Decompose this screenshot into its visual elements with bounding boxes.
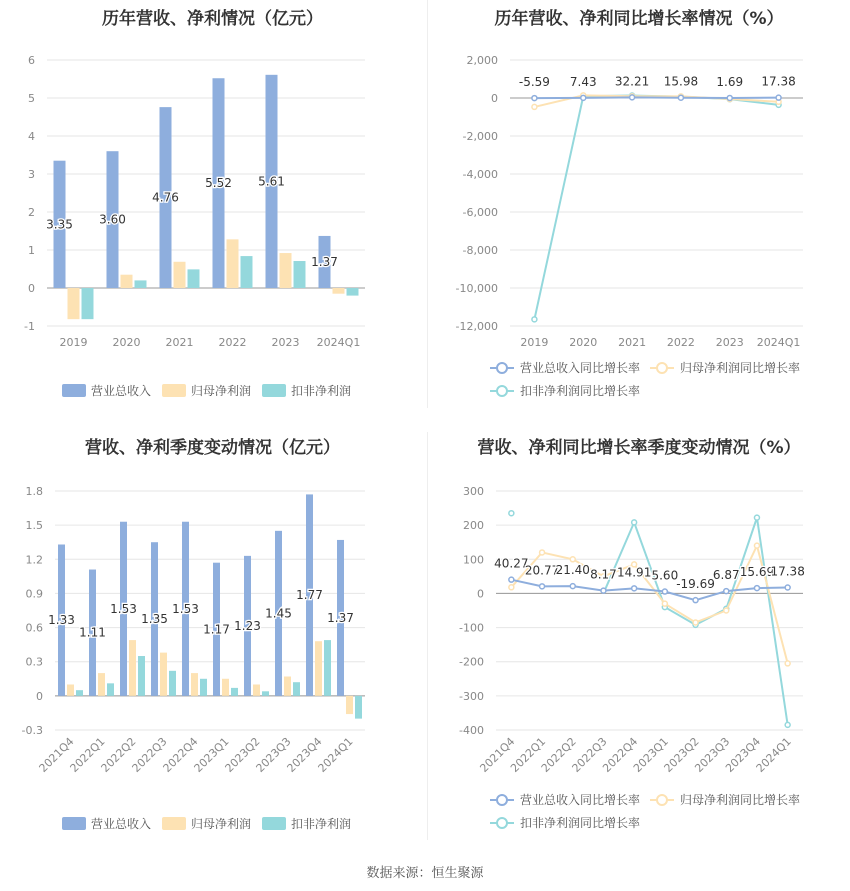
y-tick-label: 1 xyxy=(28,244,35,257)
data-label: -19.69 xyxy=(676,577,715,592)
point-revenue-growth xyxy=(754,586,759,591)
legend-label-revenue: 营业总收入 xyxy=(91,817,152,831)
data-label: 21.40 xyxy=(555,563,590,578)
x-tick-label: 2021Q4 xyxy=(36,734,77,775)
legend-swatch-revenue xyxy=(62,384,86,397)
point-revenue-growth xyxy=(632,586,637,591)
y-tick-label: 0 xyxy=(477,587,484,601)
point-parent-growth xyxy=(693,620,698,625)
point-revenue-growth xyxy=(693,598,698,603)
y-tick-label: -100 xyxy=(459,621,484,635)
y-tick-label: -200 xyxy=(459,655,484,669)
x-tick-label: 2022Q3 xyxy=(129,734,170,775)
point-parent-growth xyxy=(662,601,667,606)
y-tick-label: -1 xyxy=(24,320,35,333)
y-tick-label: -400 xyxy=(459,724,484,737)
x-tick-label: 2023Q3 xyxy=(692,734,733,775)
data-label: 5.60 xyxy=(651,568,679,583)
x-tick-label: 2024Q1 xyxy=(316,336,361,349)
bar-deducted xyxy=(135,280,147,288)
point-revenue-growth xyxy=(630,95,635,100)
y-tick-label: 0 xyxy=(491,92,498,105)
bar-parent xyxy=(227,239,239,288)
legend-label-revenue: 营业总收入同比增长率 xyxy=(520,361,641,375)
bar-parent xyxy=(68,288,80,319)
x-tick-label: 2022Q3 xyxy=(569,734,610,775)
bar-deducted xyxy=(231,688,238,696)
data-label: 4.76 xyxy=(152,190,179,205)
x-tick-label: 2023Q2 xyxy=(661,734,702,775)
point-revenue-growth xyxy=(540,584,545,589)
legend-marker-deducted xyxy=(497,818,507,828)
legend-swatch-parent xyxy=(162,384,186,397)
data-source: 数据来源：恒生聚源 xyxy=(366,866,484,881)
x-tick-label: 2019 xyxy=(59,336,88,349)
bar-parent xyxy=(284,677,291,696)
x-tick-label: 2023Q4 xyxy=(284,734,325,775)
point-deducted-growth xyxy=(785,722,790,727)
legend-label-deducted: 扣非净利润 xyxy=(291,817,352,831)
point-revenue-growth xyxy=(662,589,667,594)
bar-parent xyxy=(315,641,322,696)
y-tick-label: 300 xyxy=(463,485,484,498)
point-revenue-growth xyxy=(601,588,606,593)
legend-label-deducted: 扣非净利润同比增长率 xyxy=(520,384,641,398)
y-tick-label: 3 xyxy=(28,168,35,181)
x-tick-label: 2022Q2 xyxy=(538,734,579,775)
legend-marker-parent xyxy=(657,363,667,373)
data-label: 1.17 xyxy=(203,622,230,637)
point-revenue-growth xyxy=(727,95,732,100)
point-revenue-growth xyxy=(776,95,781,100)
bar-deducted xyxy=(169,671,176,696)
bar-deducted xyxy=(324,640,331,696)
data-label: 3.60 xyxy=(99,212,126,227)
legend-label-revenue: 营业总收入 xyxy=(91,384,152,398)
x-tick-label: 2022Q4 xyxy=(600,734,641,775)
chart-title: 营收、净利季度变动情况（亿元） xyxy=(85,438,340,458)
y-tick-label: 2,000 xyxy=(466,54,498,67)
y-tick-label: -10,000 xyxy=(455,282,498,295)
point-deducted-growth xyxy=(509,511,514,516)
y-tick-label: -2,000 xyxy=(462,130,498,143)
point-deducted-growth xyxy=(754,515,759,520)
data-label: 1.45 xyxy=(265,606,292,621)
line-revenue-growth xyxy=(534,97,778,98)
data-label: 1.53 xyxy=(110,601,137,616)
bar-parent xyxy=(121,275,133,288)
bar-parent xyxy=(280,253,292,288)
bar-deducted xyxy=(107,683,114,696)
data-label: 20.77 xyxy=(524,563,560,578)
chart-title: 历年营收、净利同比增长率情况（%） xyxy=(494,9,784,29)
data-label: 1.37 xyxy=(311,254,338,269)
data-label: 17.38 xyxy=(761,74,796,89)
x-tick-label: 2022 xyxy=(218,336,247,349)
legend-marker-deducted xyxy=(497,386,507,396)
quarterly-growth-panel xyxy=(428,425,850,850)
y-tick-label: -8,000 xyxy=(462,244,498,257)
data-label: 5.61 xyxy=(258,174,285,189)
x-tick-label: 2022Q2 xyxy=(98,734,139,775)
point-revenue-growth xyxy=(581,95,586,100)
x-tick-label: 2019 xyxy=(520,336,549,349)
point-deducted-growth xyxy=(632,520,637,525)
y-tick-label: 100 xyxy=(463,553,484,567)
quarterly-growth-line-chart xyxy=(428,425,850,850)
data-label: 6.87 xyxy=(712,568,740,583)
data-label: 1.11 xyxy=(79,625,106,640)
y-tick-label: 200 xyxy=(463,519,484,533)
bar-deducted xyxy=(262,691,269,696)
annual-revenue-profit-panel xyxy=(0,0,425,420)
point-parent-growth xyxy=(509,585,514,590)
x-tick-label: 2020 xyxy=(112,336,141,349)
legend-swatch-deducted xyxy=(262,384,286,397)
legend-swatch-parent xyxy=(162,817,186,830)
y-tick-label: 4 xyxy=(28,130,35,143)
bar-parent xyxy=(333,288,345,294)
data-label: 1.77 xyxy=(296,588,323,603)
y-tick-label: 5 xyxy=(28,92,35,105)
point-revenue-growth xyxy=(570,584,575,589)
annual-growth-line-chart xyxy=(428,0,850,420)
y-tick-label: 2 xyxy=(28,206,35,219)
legend-marker-revenue xyxy=(497,795,507,805)
point-deducted-growth xyxy=(532,317,537,322)
y-tick-label: -12,000 xyxy=(455,320,498,333)
y-tick-label: 6 xyxy=(28,54,35,67)
legend-swatch-revenue xyxy=(62,817,86,830)
point-parent-growth xyxy=(532,104,537,109)
bar-deducted xyxy=(294,261,306,288)
y-tick-label: 0.3 xyxy=(25,655,43,669)
annual-growth-panel xyxy=(428,0,850,420)
legend-label-parent: 归母净利润 xyxy=(191,384,252,398)
data-label: 1.53 xyxy=(172,601,199,616)
x-tick-label: 2022Q4 xyxy=(160,734,201,775)
x-tick-label: 2021 xyxy=(165,336,194,349)
y-tick-label: 0 xyxy=(36,689,43,703)
x-tick-label: 2023Q1 xyxy=(630,734,671,775)
y-tick-label: 0.9 xyxy=(25,587,43,601)
data-label: 17.38 xyxy=(770,564,805,579)
legend-label-parent: 归母净利润同比增长率 xyxy=(680,793,801,807)
legend-label-deducted: 扣非净利润同比增长率 xyxy=(520,816,641,830)
legend-swatch-deducted xyxy=(262,817,286,830)
bar-deducted xyxy=(355,696,362,719)
y-tick-label: -4,000 xyxy=(462,168,498,181)
data-label: 40.27 xyxy=(494,556,529,571)
x-tick-label: 2022Q1 xyxy=(508,734,549,775)
bar-deducted xyxy=(200,679,207,696)
legend-marker-parent xyxy=(657,795,667,805)
point-revenue-growth xyxy=(724,589,729,594)
bar-parent xyxy=(346,696,353,714)
x-tick-label: 2022 xyxy=(666,336,695,349)
x-tick-label: 2023 xyxy=(715,336,744,349)
x-tick-label: 2024Q1 xyxy=(753,734,794,775)
y-tick-label: 1.8 xyxy=(25,485,43,498)
bar-deducted xyxy=(347,288,359,296)
data-label: 32.21 xyxy=(614,74,650,89)
point-revenue-growth xyxy=(532,96,537,101)
line-deducted-growth xyxy=(534,96,778,320)
bar-parent xyxy=(253,684,260,695)
point-parent-growth xyxy=(785,661,790,666)
bar-deducted xyxy=(293,682,300,696)
y-tick-label: -0.3 xyxy=(21,724,43,737)
quarterly-bar-chart xyxy=(0,425,425,850)
bar-parent xyxy=(191,673,198,696)
data-label: 8.17 xyxy=(590,567,617,582)
data-label: 5.52 xyxy=(205,176,232,191)
bar-parent xyxy=(67,684,74,695)
y-tick-label: -300 xyxy=(459,689,484,703)
x-tick-label: 2022Q1 xyxy=(67,734,108,775)
y-tick-label: 0.6 xyxy=(25,621,43,635)
bar-deducted xyxy=(82,288,94,319)
point-parent-growth xyxy=(754,543,759,548)
x-tick-label: 2023Q1 xyxy=(191,734,232,775)
data-label: 1.23 xyxy=(234,618,261,633)
x-tick-label: 2023Q3 xyxy=(253,734,294,775)
bar-parent xyxy=(174,262,186,288)
bar-parent xyxy=(129,640,136,696)
data-label: 3.35 xyxy=(46,217,73,232)
bar-deducted xyxy=(188,269,200,288)
x-tick-label: 2023Q2 xyxy=(222,734,263,775)
data-label: 1.37 xyxy=(327,610,354,625)
legend-label-deducted: 扣非净利润 xyxy=(291,384,352,398)
point-revenue-growth xyxy=(678,95,683,100)
point-revenue-growth xyxy=(785,585,790,590)
x-tick-label: 2023 xyxy=(271,336,300,349)
legend-marker-revenue xyxy=(497,363,507,373)
x-tick-label: 2023Q4 xyxy=(723,734,764,775)
bar-parent xyxy=(222,679,229,696)
point-parent-growth xyxy=(570,557,575,562)
chart-title: 历年营收、净利情况（亿元） xyxy=(102,9,323,29)
x-tick-label: 2021Q4 xyxy=(477,734,518,775)
x-tick-label: 2024Q1 xyxy=(315,734,356,775)
y-tick-label: 1.2 xyxy=(25,553,43,567)
annual-bar-chart xyxy=(0,0,425,420)
chart-title: 营收、净利同比增长率季度变动情况（%） xyxy=(477,438,801,458)
data-label: 15.98 xyxy=(663,74,699,89)
bar-deducted xyxy=(241,256,253,288)
x-tick-label: 2021 xyxy=(618,336,647,349)
bar-parent xyxy=(160,653,167,696)
data-label: 1.33 xyxy=(48,613,75,628)
data-label: 1.69 xyxy=(716,74,744,89)
y-tick-label: 1.5 xyxy=(25,519,43,533)
legend-label-parent: 归母净利润同比增长率 xyxy=(680,361,801,375)
bar-deducted xyxy=(76,690,83,696)
point-parent-growth xyxy=(540,550,545,555)
legend-label-revenue: 营业总收入同比增长率 xyxy=(520,793,641,807)
data-label: 1.35 xyxy=(141,612,168,627)
x-tick-label: 2024Q1 xyxy=(756,336,801,349)
data-label: 15.69 xyxy=(739,565,775,580)
bar-parent xyxy=(98,673,105,696)
data-label: -5.59 xyxy=(518,75,550,90)
y-tick-label: 0 xyxy=(28,282,35,295)
legend-label-parent: 归母净利润 xyxy=(191,817,252,831)
quarterly-revenue-profit-panel xyxy=(0,425,425,850)
point-parent-growth xyxy=(724,608,729,613)
data-label: 7.43 xyxy=(569,74,597,89)
data-label: 14.91 xyxy=(616,565,652,580)
point-revenue-growth xyxy=(509,577,514,582)
bar-deducted xyxy=(138,656,145,696)
y-tick-label: -6,000 xyxy=(462,206,498,219)
x-tick-label: 2020 xyxy=(569,336,598,349)
